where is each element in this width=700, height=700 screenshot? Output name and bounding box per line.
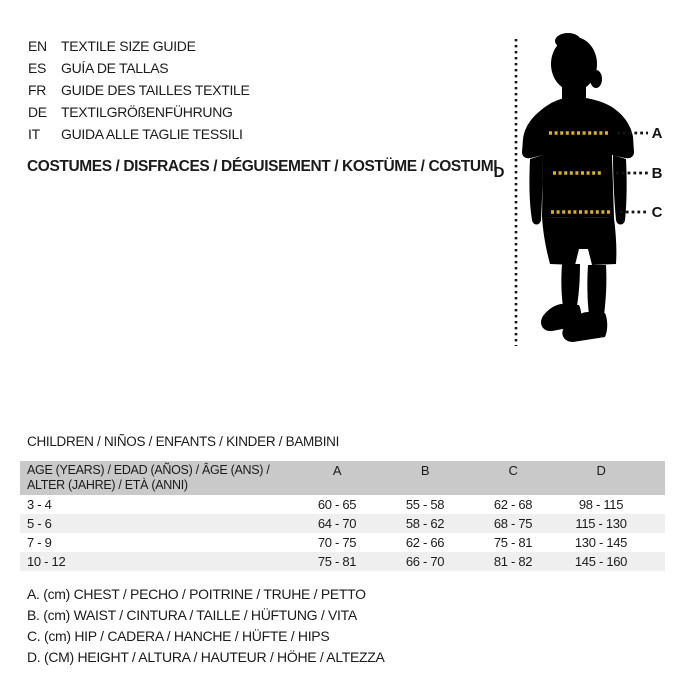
section-title-children: CHILDREN / NIÑOS / ENFANTS / KINDER / BAMBINI xyxy=(27,434,340,449)
chest-value-cell: 70 - 75 xyxy=(317,535,357,550)
child-silhouette-icon xyxy=(522,33,634,342)
language-label: GUIDE DES TAILLES TEXTILE xyxy=(61,82,250,98)
language-code: EN xyxy=(28,38,47,54)
marker-label-b: B xyxy=(651,165,663,182)
category-title: COSTUMES / DISFRACES / DÉGUISEMENT / KOSTÜME / COSTUMI xyxy=(27,158,498,175)
chest-value-cell: 75 - 81 xyxy=(317,554,357,569)
age-cell: 5 - 6 xyxy=(27,516,52,531)
language-row-fr xyxy=(28,79,250,101)
waist-value-cell: 66 - 70 xyxy=(405,554,445,569)
marker-label-d: D xyxy=(493,164,505,181)
waist-value-cell: 62 - 66 xyxy=(405,535,445,550)
waist-value-cell: 58 - 62 xyxy=(405,516,445,531)
hip-value-cell: 62 - 68 xyxy=(493,497,533,512)
language-label: GUÍA DE TALLAS xyxy=(61,60,169,76)
language-label: TEXTILE SIZE GUIDE xyxy=(61,38,196,54)
language-row-en xyxy=(28,35,250,57)
legend-line-chest: A. (cm) CHEST / PECHO / POITRINE / TRUHE / PETTO xyxy=(27,586,366,602)
height-value-cell: 98 - 115 xyxy=(578,497,624,512)
language-label: TEXTILGRÖßENFÜHRUNG xyxy=(61,104,233,120)
table-header-row xyxy=(20,461,665,495)
marker-label-a: A xyxy=(651,125,663,142)
column-header-c: C xyxy=(508,463,518,478)
age-header-line2: ALTER (JAHRE) / ETÀ (ANNI) xyxy=(27,477,188,492)
language-code: ES xyxy=(28,60,47,76)
table-row xyxy=(20,514,665,533)
hip-value-cell: 75 - 81 xyxy=(493,535,533,550)
language-code: IT xyxy=(28,126,40,142)
marker-label-c: C xyxy=(651,204,663,221)
chest-value-cell: 64 - 70 xyxy=(317,516,357,531)
table-row xyxy=(20,552,665,571)
language-row-es xyxy=(28,57,250,79)
language-label: GUIDA ALLE TAGLIE TESSILI xyxy=(61,126,243,142)
language-code: FR xyxy=(28,82,47,98)
language-row-it xyxy=(28,123,250,145)
language-code: DE xyxy=(28,104,47,120)
waist-value-cell: 55 - 58 xyxy=(405,497,445,512)
table-row xyxy=(20,495,665,514)
hip-value-cell: 81 - 82 xyxy=(493,554,533,569)
language-list xyxy=(28,35,250,145)
height-value-cell: 145 - 160 xyxy=(574,554,628,569)
age-cell: 7 - 9 xyxy=(27,535,52,550)
age-cell: 3 - 4 xyxy=(27,497,52,512)
legend-line-hip: C. (cm) HIP / CADERA / HANCHE / HÜFTE / HIPS xyxy=(27,628,330,644)
age-cell: 10 - 12 xyxy=(27,554,66,569)
column-header-a: A xyxy=(332,463,342,478)
height-value-cell: 130 - 145 xyxy=(574,535,628,550)
measurement-diagram xyxy=(460,18,700,358)
hip-value-cell: 68 - 75 xyxy=(493,516,533,531)
table-row xyxy=(20,533,665,552)
column-header-b: B xyxy=(420,463,430,478)
legend-line-height: D. (CM) HEIGHT / ALTURA / HAUTEUR / HÖHE / ALTEZZA xyxy=(27,649,385,665)
height-value-cell: 115 - 130 xyxy=(575,516,627,531)
legend-line-waist: B. (cm) WAIST / CINTURA / TAILLE / HÜFTUNG / VITA xyxy=(27,607,357,623)
age-header-cell xyxy=(20,463,293,492)
language-row-de xyxy=(28,101,250,123)
chest-value-cell: 60 - 65 xyxy=(317,497,357,512)
age-header-line1: AGE (YEARS) / EDAD (AÑOS) / ÂGE (ANS) / xyxy=(27,463,270,477)
column-header-d: D xyxy=(596,463,606,478)
measurement-legend xyxy=(27,584,385,668)
size-table xyxy=(20,461,665,571)
